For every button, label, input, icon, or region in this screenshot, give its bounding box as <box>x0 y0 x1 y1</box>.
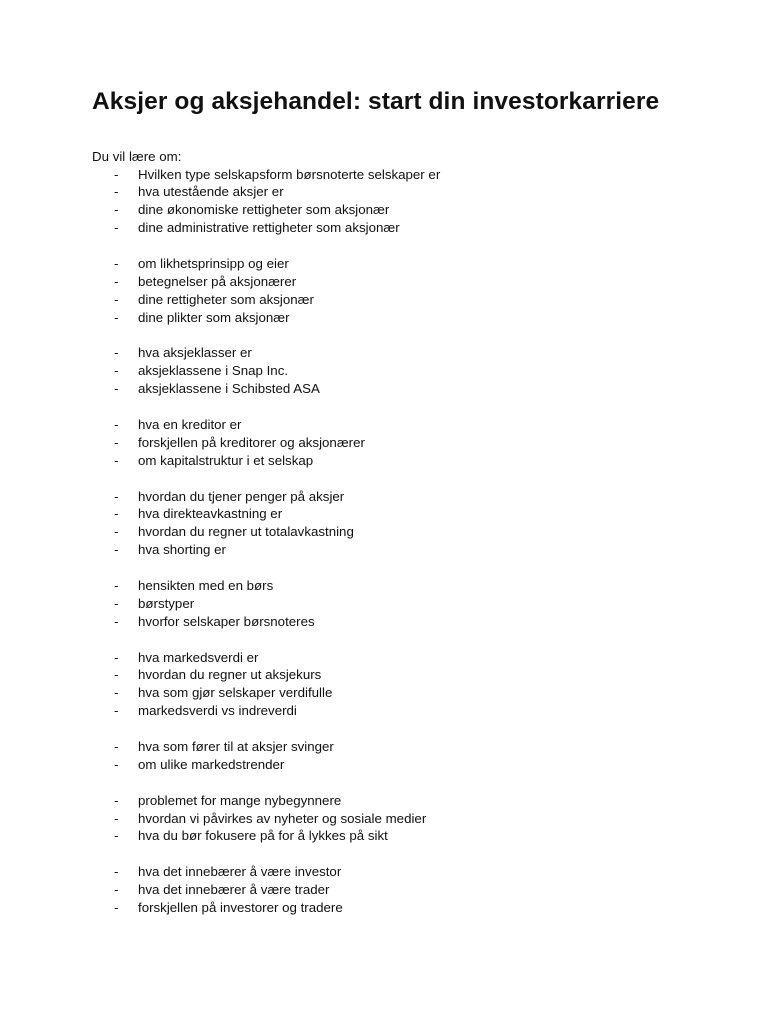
bullet-dash: - <box>114 595 119 611</box>
topic-group <box>0 738 768 774</box>
list-item-text: dine rettigheter som aksjonær <box>138 291 314 307</box>
list-item-text: hva shorting er <box>138 542 226 558</box>
list-item <box>0 541 768 559</box>
list-item <box>0 666 768 684</box>
topic-groups <box>0 166 768 917</box>
list-item-text: markedsverdi vs indreverdi <box>138 703 297 719</box>
topic-group <box>0 863 768 917</box>
list-item <box>0 792 768 810</box>
bullet-dash: - <box>114 524 119 540</box>
list-item-text: hva som fører til at aksjer svinger <box>138 739 334 754</box>
bullet-dash: - <box>114 649 119 665</box>
bullet-dash: - <box>114 864 119 880</box>
list-item <box>0 255 768 273</box>
bullet-dash: - <box>114 452 119 468</box>
bullet-dash: - <box>114 792 119 808</box>
list-item-text: hva du bør fokusere på for å lykkes på sikt <box>138 828 388 844</box>
document-title: Aksjer og aksjehandel: start din investorkarriere <box>92 88 660 115</box>
topic-group <box>0 166 768 238</box>
bullet-dash: - <box>114 882 119 898</box>
list-item-text: hvordan du regner ut aksjekurs <box>138 667 322 683</box>
bullet-dash: - <box>114 828 119 844</box>
bullet-dash: - <box>114 255 119 271</box>
list-item-text: om kapitalstruktur i et selskap <box>138 452 314 468</box>
list-item-text: forskjellen på investorer og tradere <box>138 900 343 916</box>
list-item-text: hensikten med en børs <box>138 577 274 593</box>
list-item <box>0 505 768 523</box>
list-item-text: hva direkteavkastning er <box>138 506 283 522</box>
list-item <box>0 452 768 470</box>
list-item <box>0 309 768 327</box>
topic-group <box>0 344 768 398</box>
list-item <box>0 577 768 595</box>
bullet-dash: - <box>114 488 119 504</box>
list-item <box>0 899 768 917</box>
list-item-text: hvordan du tjener penger på aksjer <box>138 488 345 504</box>
list-item-text: aksjeklassene i Schibsted ASA <box>138 381 320 397</box>
bullet-dash: - <box>114 613 119 629</box>
list-item-text: om ulike markedstrender <box>138 756 285 772</box>
list-item <box>0 881 768 899</box>
list-item <box>0 613 768 631</box>
list-item <box>0 183 768 201</box>
bullet-dash: - <box>114 291 119 307</box>
bullet-dash: - <box>114 381 119 397</box>
list-item <box>0 523 768 541</box>
list-item <box>0 702 768 720</box>
list-item-text: hva aksjeklasser er <box>138 345 252 361</box>
list-item <box>0 863 768 881</box>
list-item-text: hva en kreditor er <box>138 416 242 432</box>
topic-group <box>0 792 768 846</box>
bullet-dash: - <box>114 577 119 593</box>
list-item-text: om likhetsprinsipp og eier <box>138 255 289 271</box>
list-item <box>0 291 768 309</box>
bullet-dash: - <box>114 703 119 719</box>
bullet-dash: - <box>114 273 119 289</box>
list-item-text: børstyper <box>138 595 195 611</box>
bullet-dash: - <box>114 309 119 325</box>
list-item-text: betegnelser på aksjonærer <box>138 273 297 289</box>
list-item <box>0 362 768 380</box>
list-item-text: forskjellen på kreditorer og aksjonærer <box>138 434 365 450</box>
bullet-dash: - <box>114 810 119 826</box>
list-item-text: hvorfor selskaper børsnoteres <box>138 613 315 629</box>
bullet-dash: - <box>114 434 119 450</box>
list-item <box>0 684 768 702</box>
list-item <box>0 380 768 398</box>
list-item <box>0 827 768 845</box>
list-item-text: dine administrative rettigheter som aksjonær <box>138 220 400 236</box>
topic-group <box>0 416 768 470</box>
bullet-dash: - <box>114 363 119 379</box>
list-item-text: aksjeklassene i Snap Inc. <box>138 363 289 379</box>
topic-group <box>0 255 768 327</box>
list-item <box>0 166 768 184</box>
list-item-text: hva markedsverdi er <box>138 649 259 665</box>
bullet-dash: - <box>114 900 119 916</box>
list-item <box>0 219 768 237</box>
topic-group <box>0 577 768 631</box>
list-item-text: dine økonomiske rettigheter som aksjonær <box>138 202 390 218</box>
bullet-dash: - <box>114 202 119 218</box>
list-item-text: hvordan du regner ut totalavkastning <box>138 524 354 540</box>
list-item <box>0 273 768 291</box>
list-item <box>0 756 768 774</box>
bullet-dash: - <box>114 756 119 772</box>
list-item-text: hvordan vi påvirkes av nyheter og sosiale medier <box>138 810 427 826</box>
list-item-text: Hvilken type selskapsform børsnoterte selskaper er <box>138 166 441 182</box>
list-item-text: hva utestående aksjer er <box>138 184 284 200</box>
list-item <box>0 738 768 756</box>
list-item <box>0 810 768 828</box>
bullet-dash: - <box>114 739 119 754</box>
list-item-text: dine plikter som aksjonær <box>138 309 290 325</box>
topic-group <box>0 488 768 560</box>
list-item <box>0 344 768 362</box>
list-item <box>0 416 768 434</box>
bullet-dash: - <box>114 345 119 361</box>
list-item <box>0 434 768 452</box>
bullet-dash: - <box>114 416 119 432</box>
list-item <box>0 649 768 667</box>
bullet-dash: - <box>114 220 119 236</box>
bullet-dash: - <box>114 166 119 182</box>
list-item <box>0 201 768 219</box>
list-item-text: hva det innebærer å være investor <box>138 864 342 880</box>
bullet-dash: - <box>114 184 119 200</box>
list-item <box>0 595 768 613</box>
list-item <box>0 488 768 506</box>
bullet-dash: - <box>114 506 119 522</box>
topic-group <box>0 649 768 721</box>
bullet-dash: - <box>114 667 119 683</box>
list-item-text: problemet for mange nybegynnere <box>138 792 342 808</box>
bullet-dash: - <box>114 685 119 701</box>
intro-text: Du vil lære om: <box>92 149 182 164</box>
bullet-dash: - <box>114 542 119 558</box>
list-item-text: hva det innebærer å være trader <box>138 882 330 898</box>
list-item-text: hva som gjør selskaper verdifulle <box>138 685 333 701</box>
